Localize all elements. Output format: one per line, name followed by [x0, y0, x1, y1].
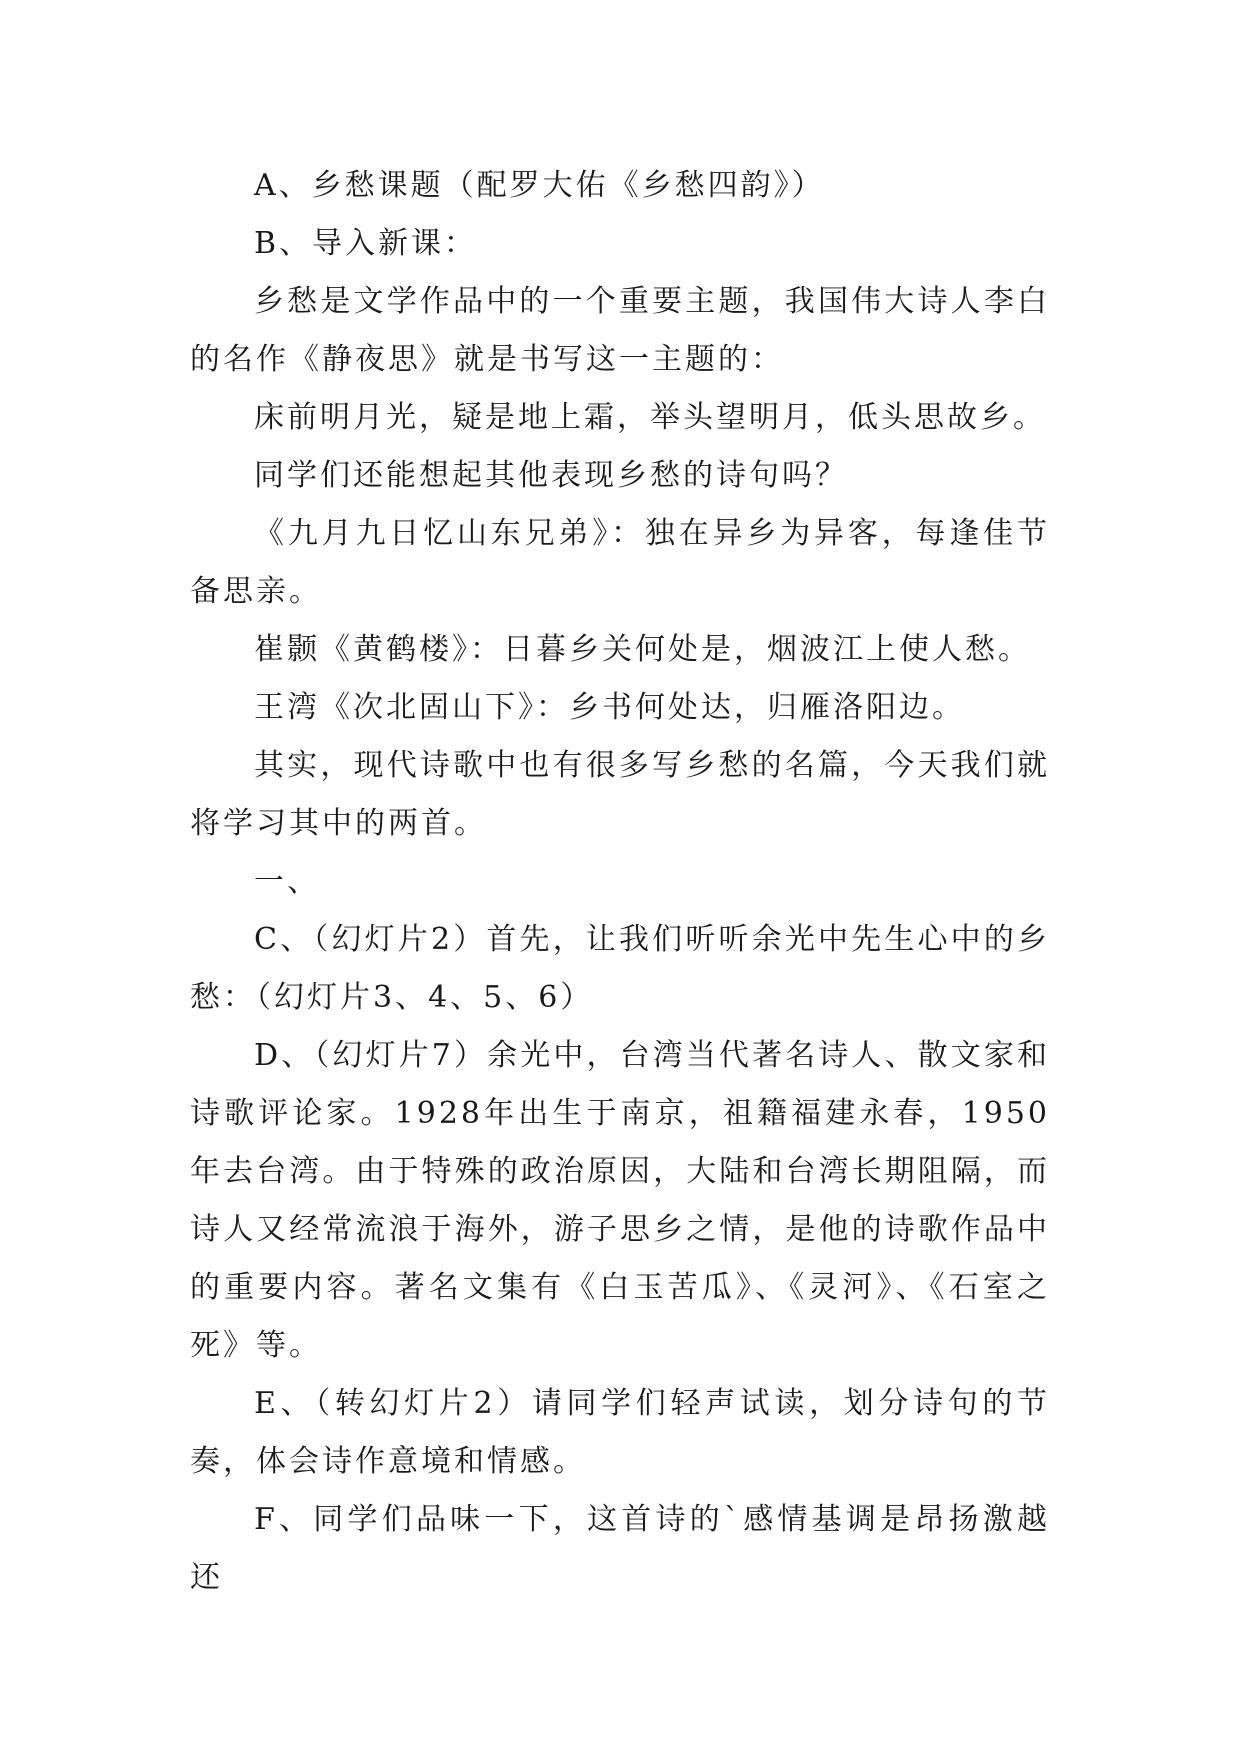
- paragraph-poem-wangwan: 王湾《次北固山下》：乡书何处达，归雁洛阳边。: [254, 690, 965, 725]
- paragraph-poem-libai: 床前明月光，疑是地上霜，举头望明月，低头思故乡。: [254, 400, 1046, 435]
- paragraph-question: 同学们还能想起其他表现乡愁的诗句吗？: [254, 458, 848, 493]
- document-body: [190, 157, 1050, 1607]
- paragraph-f-tone: F、同学们品味一下，这首诗的`感情基调是昂扬激越还: [190, 1502, 1050, 1595]
- paragraph-theme: 乡愁是文学作品中的一个重要主题，我国伟大诗人李白的名作《静夜思》就是书写这一主题的：: [190, 284, 1050, 377]
- paragraph-e-reading: E、（转幻灯片2）请同学们轻声试读，划分诗句的节奏，体会诗作意境和情感。: [190, 1386, 1050, 1479]
- paragraph-poem-cuihao: 崔颢《黄鹤楼》：日暮乡关何处是，烟波江上使人愁。: [254, 632, 1031, 667]
- paragraph-c-slides: C、（幻灯片2）首先，让我们听听余光中先生心中的乡愁：（幻灯片3、4、5、6）: [190, 922, 1050, 1015]
- paragraph-poem-wangwei: 《九月九日忆山东兄弟》：独在异乡为异客，每逢佳节备思亲。: [190, 516, 1050, 609]
- paragraph-d-author-bio: D、（幻灯片7）余光中，台湾当代著名诗人、散文家和诗歌评论家。1928年出生于南京，祖籍福建永春，1950年去台湾。由于特殊的政治原因，大陆和台湾长期阻隔，而诗人又经常流浪于海外，游子思乡之情，是他的诗歌作品中的重要内容。著名文集有《白玉苦瓜》、《灵河》、《石室之死》等。: [190, 1038, 1050, 1363]
- paragraph-modern-poems: 其实，现代诗歌中也有很多写乡愁的名篇，今天我们就将学习其中的两首。: [190, 748, 1050, 841]
- paragraph-a-title: A、乡愁课题（配罗大佑《乡愁四韵》）: [254, 168, 825, 203]
- paragraph-section-one: 一、: [254, 864, 320, 899]
- paragraph-b-intro: B、导入新课：: [254, 226, 478, 261]
